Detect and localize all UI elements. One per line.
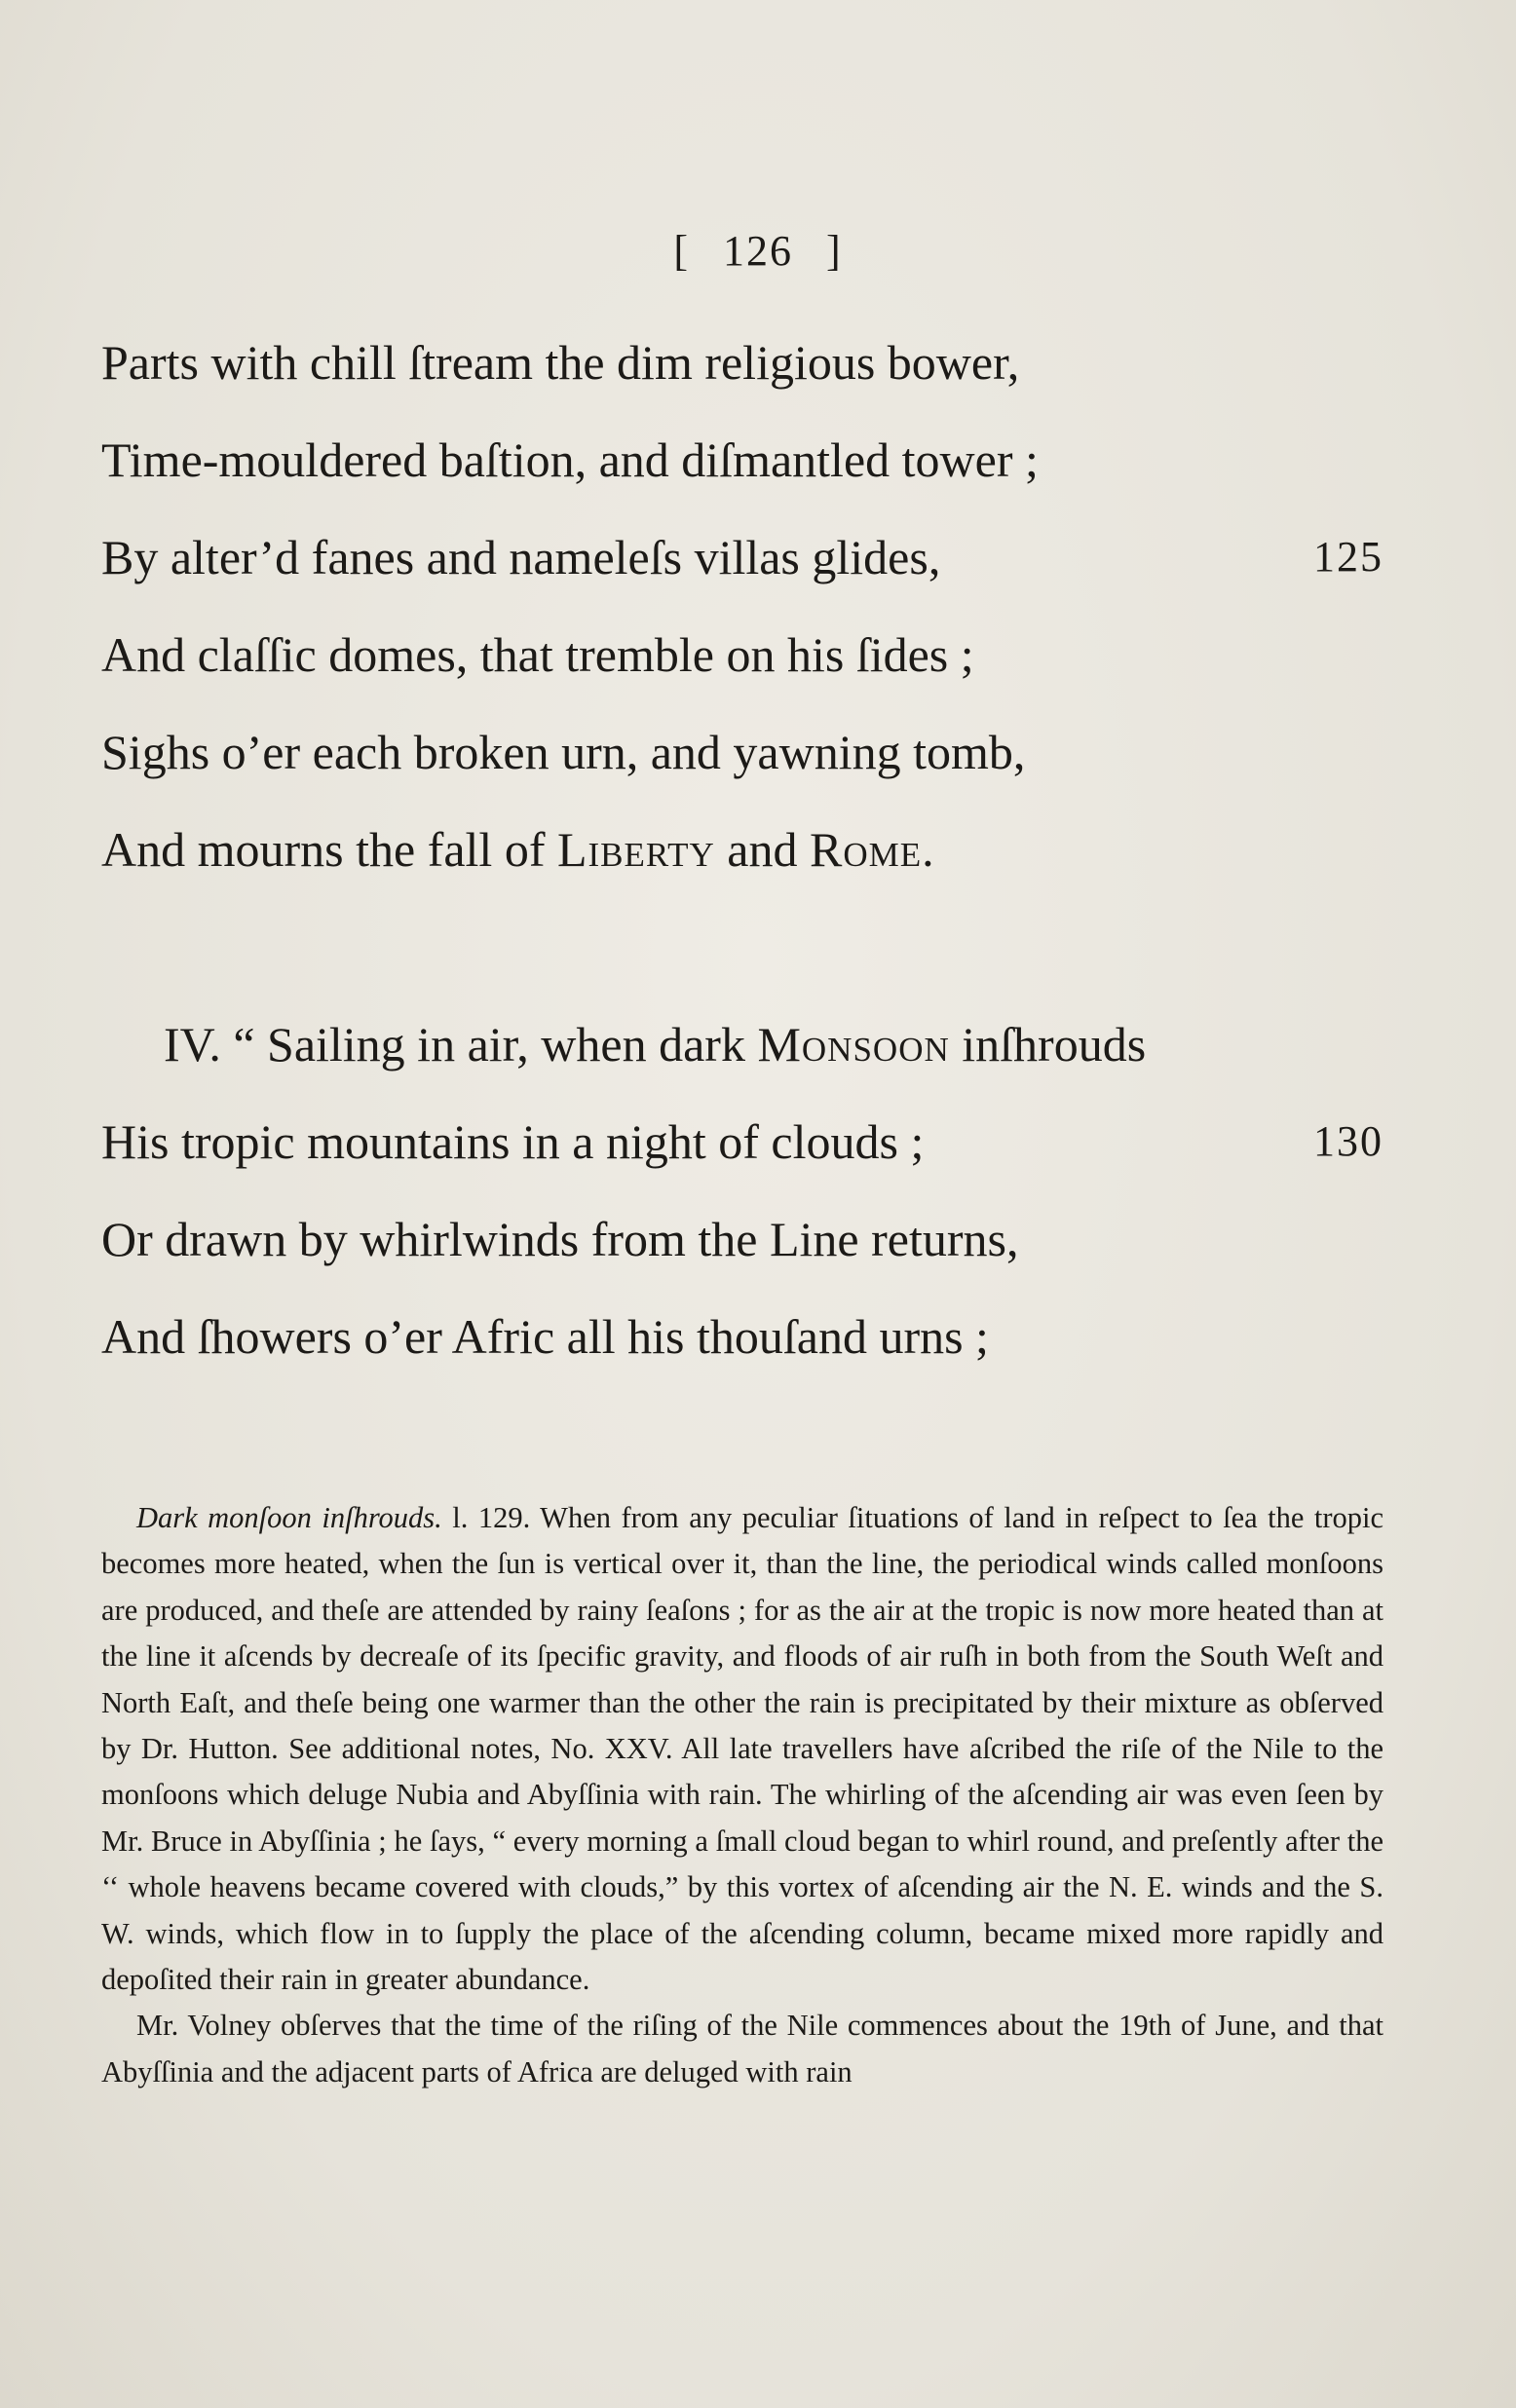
verse-line: [101, 333, 1383, 392]
small-caps-word: Monsoon: [757, 1017, 950, 1072]
verse-text: Time-mouldered baſtion, and diſmantled tower ;: [101, 433, 1039, 487]
small-caps-word: Liberty: [556, 822, 715, 877]
bracket-close: ]: [826, 227, 843, 275]
verse-line: [101, 723, 1383, 781]
verse-text: And ſhowers o’er Afric all his thouſand urns ;: [101, 1309, 989, 1364]
page-header: [0, 226, 1516, 276]
footnote-text: When from any peculiar ſituations of land in reſpect to ſea the tropic becomes more heated, when the ſun is vertical over it, than the line, the periodical winds called monſoons are produced, and theſe are attended by rainy ſeaſons ; for as the air at the tropic is now more heated than at the line it aſcends by decreaſe of its ſpecific gravity, and floods of air ruſh in both from the South Weſt and North Eaſt, and theſe being one warmer than the other the rain is precipitated by their mixture as obſerved by Dr. Hutton. See additional notes, No. XXV. All late travellers have aſcribed the riſe of the Nile to the monſoons which deluge Nubia and Abyſſinia with rain. The whirling of the aſcending air was even ſeen by Mr. Bruce in Abyſſinia ; he ſays, “ every morning a ſmall cloud began to whirl round, and preſently after the ‘‘ whole heavens became covered with clouds,” by this vortex of aſcending air the N. E. winds and the S. W. winds, which flow in to ſupply the place of the aſcending column, became mixed more rapidly and depoſited their rain in greater abundance.: [101, 1501, 1383, 1997]
line-number: 125: [1313, 533, 1383, 581]
verse-text: By alter’d fanes and nameleſs villas glides,: [101, 530, 941, 584]
footnote-paragraph: [101, 2003, 1383, 2095]
line-number: 130: [1313, 1117, 1383, 1165]
bracket-open: [: [673, 227, 690, 275]
footnote: [101, 1495, 1383, 2095]
verse-line: [101, 820, 1383, 879]
verse-text: Sighs o’er each broken urn, and yawning tomb,: [101, 725, 1026, 779]
footnote-lemma: Dark monſoon inſhrouds.: [136, 1501, 442, 1534]
verse-line: [101, 528, 1383, 586]
small-caps-word: Rome: [810, 822, 923, 877]
verse-line: [101, 1210, 1383, 1268]
verse-text: inſhrouds: [949, 1017, 1147, 1072]
verse-line: [101, 625, 1383, 684]
verse-text: and: [714, 822, 810, 877]
verse-line: [164, 1015, 1383, 1073]
page-number: 126: [723, 227, 793, 275]
verse-text: And mourns the fall of: [101, 822, 557, 877]
verse-line: [101, 431, 1383, 489]
footnote-paragraph: [101, 1495, 1383, 2003]
verse-text: IV. “ Sailing in air, when dark: [164, 1017, 758, 1072]
verse-text: Parts with chill ſtream the dim religious bower,: [101, 335, 1020, 390]
verse-line: [101, 1307, 1383, 1366]
verse-text: Or drawn by whirlwinds from the Line returns,: [101, 1212, 1019, 1266]
verse-text: .: [922, 822, 934, 877]
verse-text: His tropic mountains in a night of clouds ;: [101, 1114, 925, 1169]
verse-line: [101, 1112, 1383, 1171]
verse-text: And claſſic domes, that tremble on his ſides ;: [101, 627, 974, 682]
footnote-line-ref: l. 129.: [441, 1501, 531, 1534]
footnote-text: Mr. Volney obſerves that the time of the riſing of the Nile commences about the 19th of June, and that Abyſſinia and the adjacent parts of Africa are deluged with rain: [101, 2009, 1383, 2088]
